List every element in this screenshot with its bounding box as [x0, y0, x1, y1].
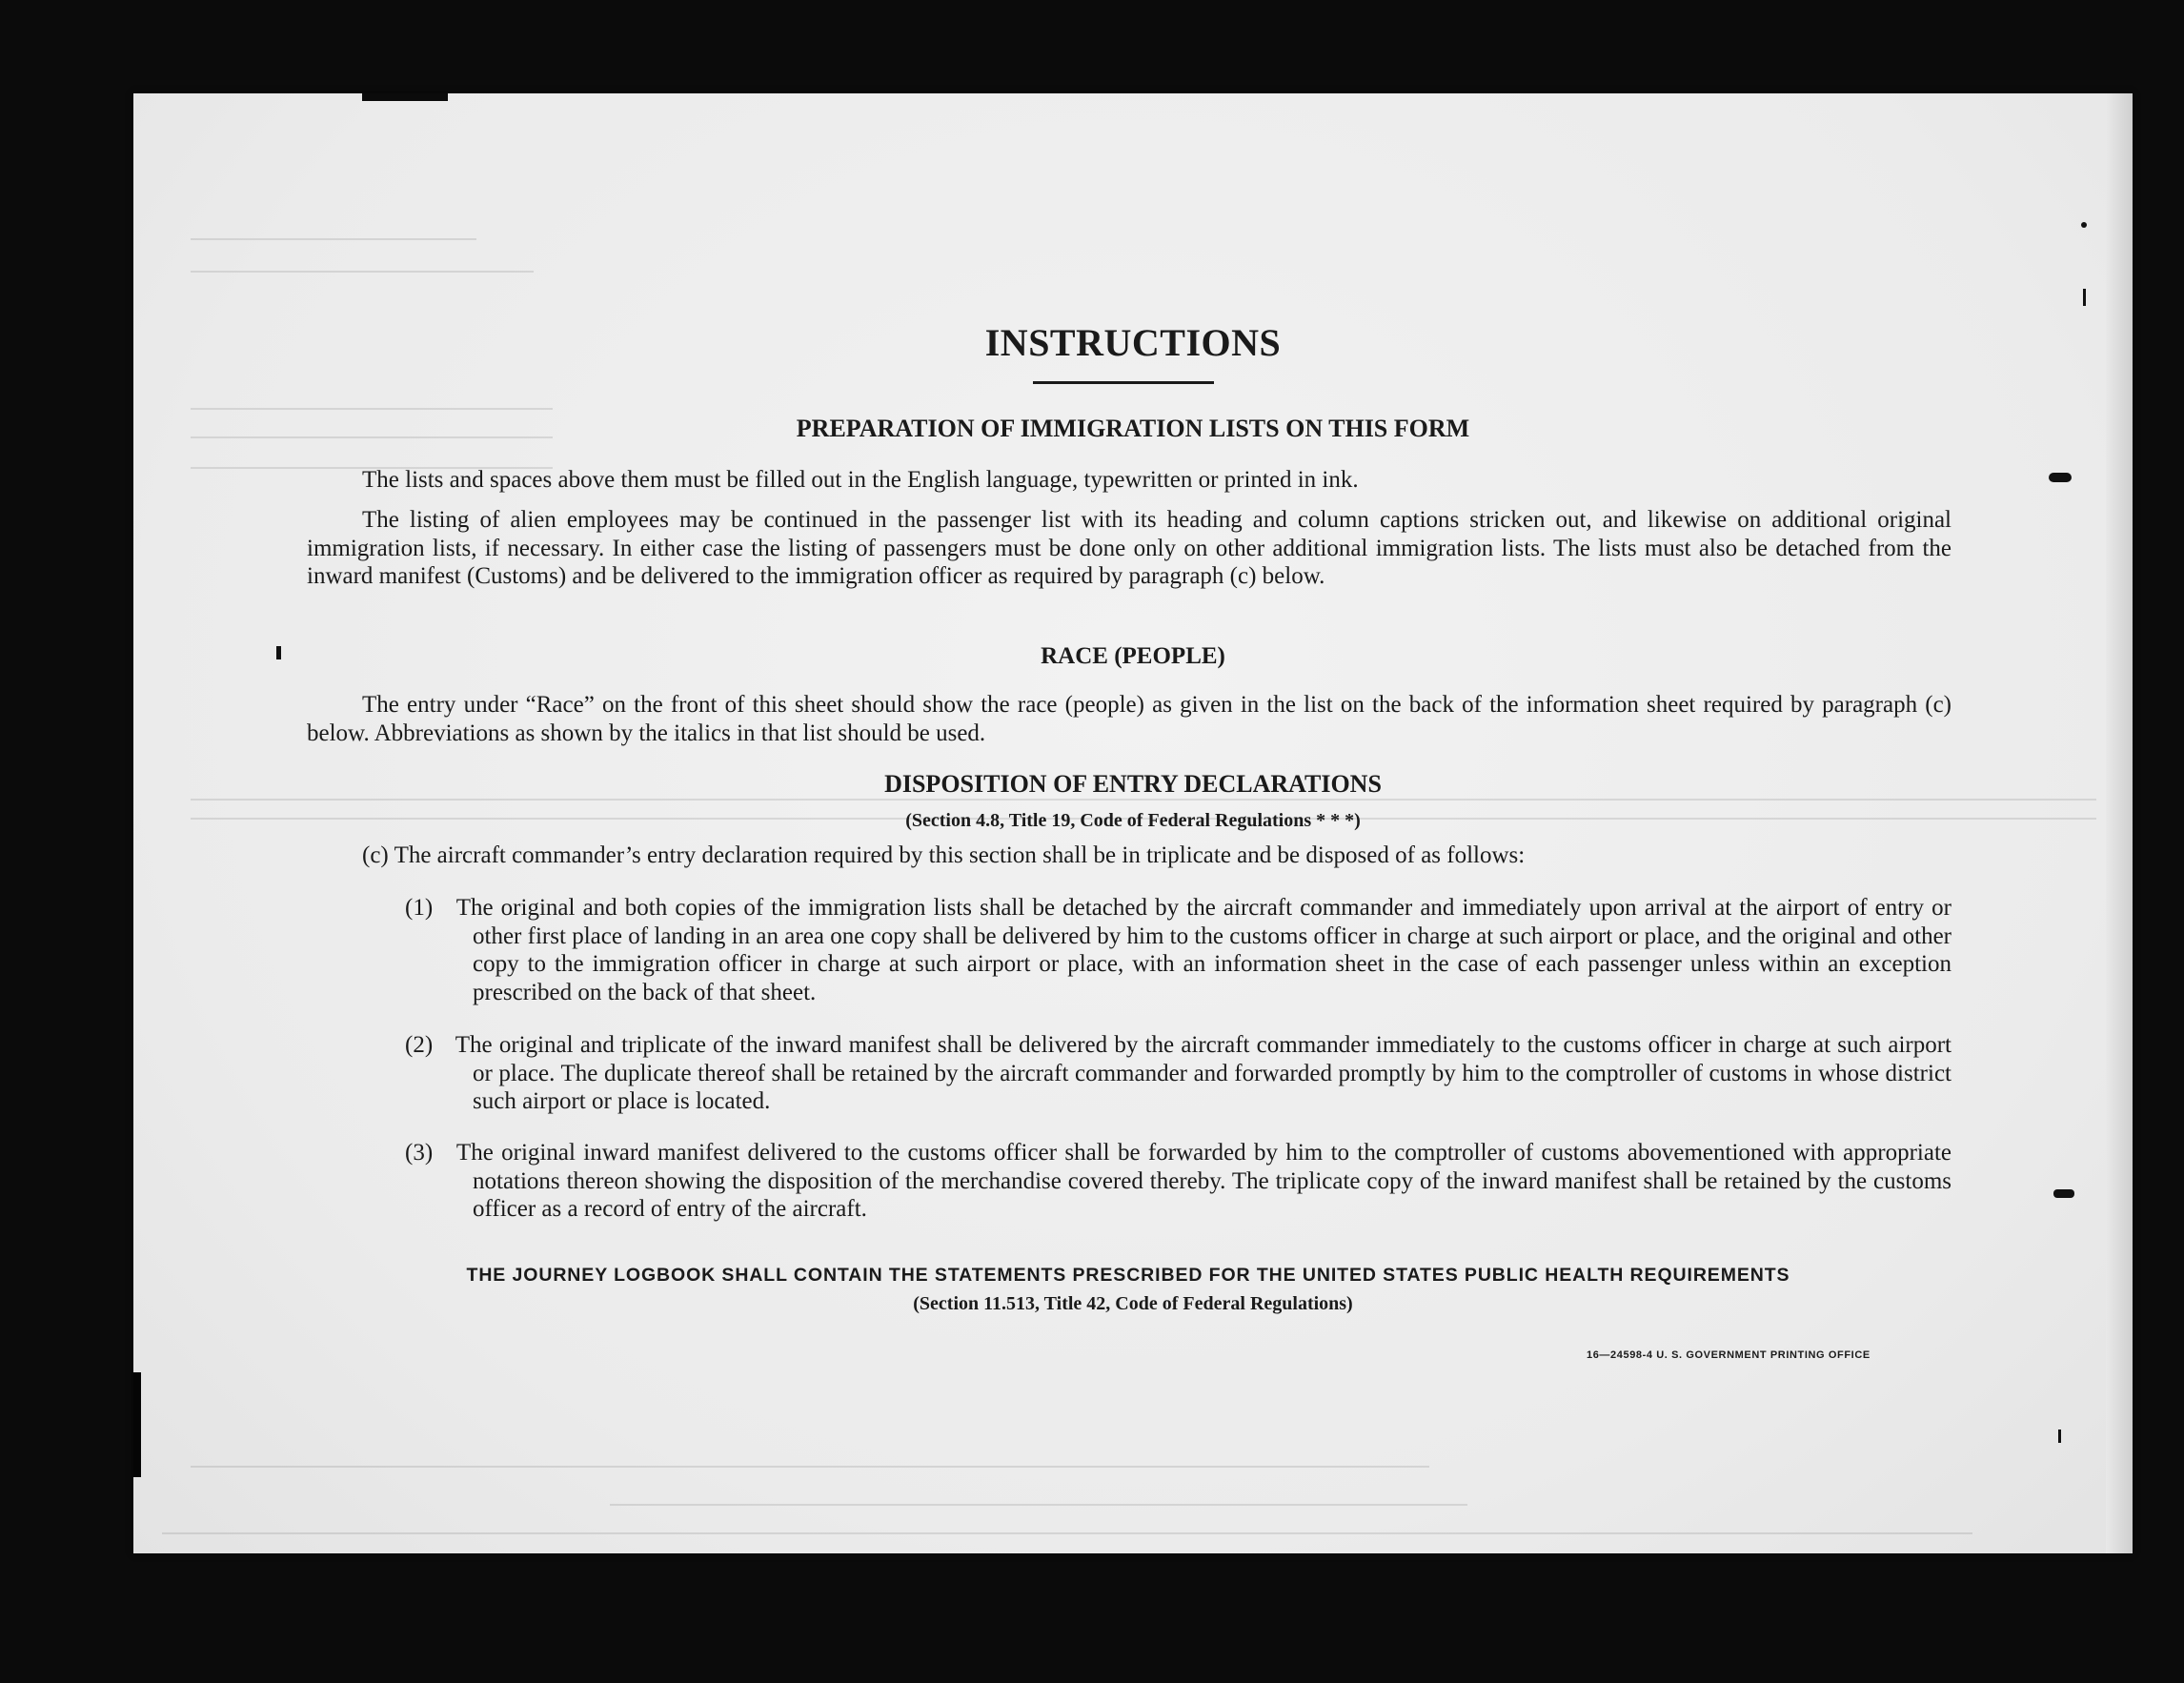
list-item-1-text: The original and both copies of the immigration lists shall be detached by the aircraft commander and immediately upon arrival at the airport of entry or other first place of landing in an area one copy shall be delivered by him to the customs officer in charge at such airport or place, and the original and other copy to the immigration officer in charge at such airport or place, with an information sheet in the case of each passenger unless within an exception prescribed on the back of that sheet.	[455, 895, 1951, 1005]
paper-top-notch	[362, 93, 448, 101]
section-citation: (Section 4.8, Title 19, Code of Federal Regulations * * *)	[905, 810, 1361, 831]
printer-imprint: 16—24598-4 U. S. GOVERNMENT PRINTING OFFICE	[1587, 1349, 1871, 1361]
paper-sheet	[133, 93, 2133, 1553]
list-item-1-number: (1)	[405, 895, 434, 921]
list-item-1	[405, 894, 1951, 1006]
list-item-3-body	[405, 1139, 1951, 1224]
section-heading-race: RACE (PEOPLE)	[1041, 643, 1225, 669]
list-item-3	[405, 1139, 1951, 1224]
paragraph-race: The entry under “Race” on the front of this sheet should show the race (people) as given in the list on the back of the information sheet required by paragraph (c) below. Abbreviations as shown by the italics in that list should be used.	[307, 692, 1951, 746]
ink-speck	[2058, 1430, 2061, 1443]
intro-marker: (c)	[362, 842, 389, 868]
list-item-2-number: (2)	[405, 1032, 434, 1058]
title-rule	[1033, 381, 1214, 384]
list-item-3-text: The original inward manifest delivered to the customs officer shall be forwarded by him to the comptroller of customs abovementioned with appropriate notations thereon showing the disposition of the merchandise covered thereby. The triplicate copy of the inward manifest shall be retained by the customs officer as a record of entry of the aircraft.	[455, 1140, 1951, 1222]
list-item-3-number: (3)	[405, 1140, 434, 1166]
ink-speck	[2053, 1189, 2074, 1198]
footer-citation: (Section 11.513, Title 42, Code of Federal Regulations)	[913, 1293, 1353, 1314]
paragraph-intro-c	[362, 842, 1963, 870]
ink-speck	[2083, 289, 2086, 306]
page-title: INSTRUCTIONS	[984, 321, 1282, 364]
list-item-1-body	[405, 894, 1951, 1006]
intro-text: The aircraft commander’s entry declaration required by this section shall be in triplicate and be disposed of as follows:	[394, 842, 1526, 868]
paragraph-alien-employees: The listing of alien employees may be continued in the passenger list with its heading and column captions stricken out, and likewise on additional original immigration lists, if necessary. In either case the listing of passengers must be done only on other additional immigration lists. The lists must also be detached from the inward manifest (Customs) and be delivered to the immigration officer as required by paragraph (c) below.	[307, 507, 1951, 589]
ink-speck	[276, 646, 281, 659]
list-item-2-text: The original and triplicate of the inward manifest shall be delivered by the aircraft commander immediately to the customs officer in charge at such airport or place. The duplicate thereof shall be retained by the aircraft commander and forwarded promptly by him to the comptroller of customs in whose district such airport or place is located.	[455, 1032, 1951, 1114]
section-heading-preparation: PREPARATION OF IMMIGRATION LISTS ON THIS FORM	[796, 415, 1470, 442]
ink-speck	[2081, 222, 2087, 228]
ink-speck	[2049, 473, 2072, 482]
binding-edge	[133, 1372, 141, 1477]
list-item-2	[405, 1031, 1951, 1116]
journey-logbook-statement: THE JOURNEY LOGBOOK SHALL CONTAIN THE STATEMENTS PRESCRIBED FOR THE UNITED STATES PUBLIC HEALTH REQUIREMENTS	[466, 1265, 1790, 1286]
paragraph-english-language: The lists and spaces above them must be filled out in the English language, typewritten or printed in ink.	[362, 467, 1359, 493]
list-item-2-body	[405, 1031, 1951, 1116]
paper-right-edge	[2106, 93, 2133, 1553]
section-heading-disposition: DISPOSITION OF ENTRY DECLARATIONS	[884, 770, 1382, 798]
